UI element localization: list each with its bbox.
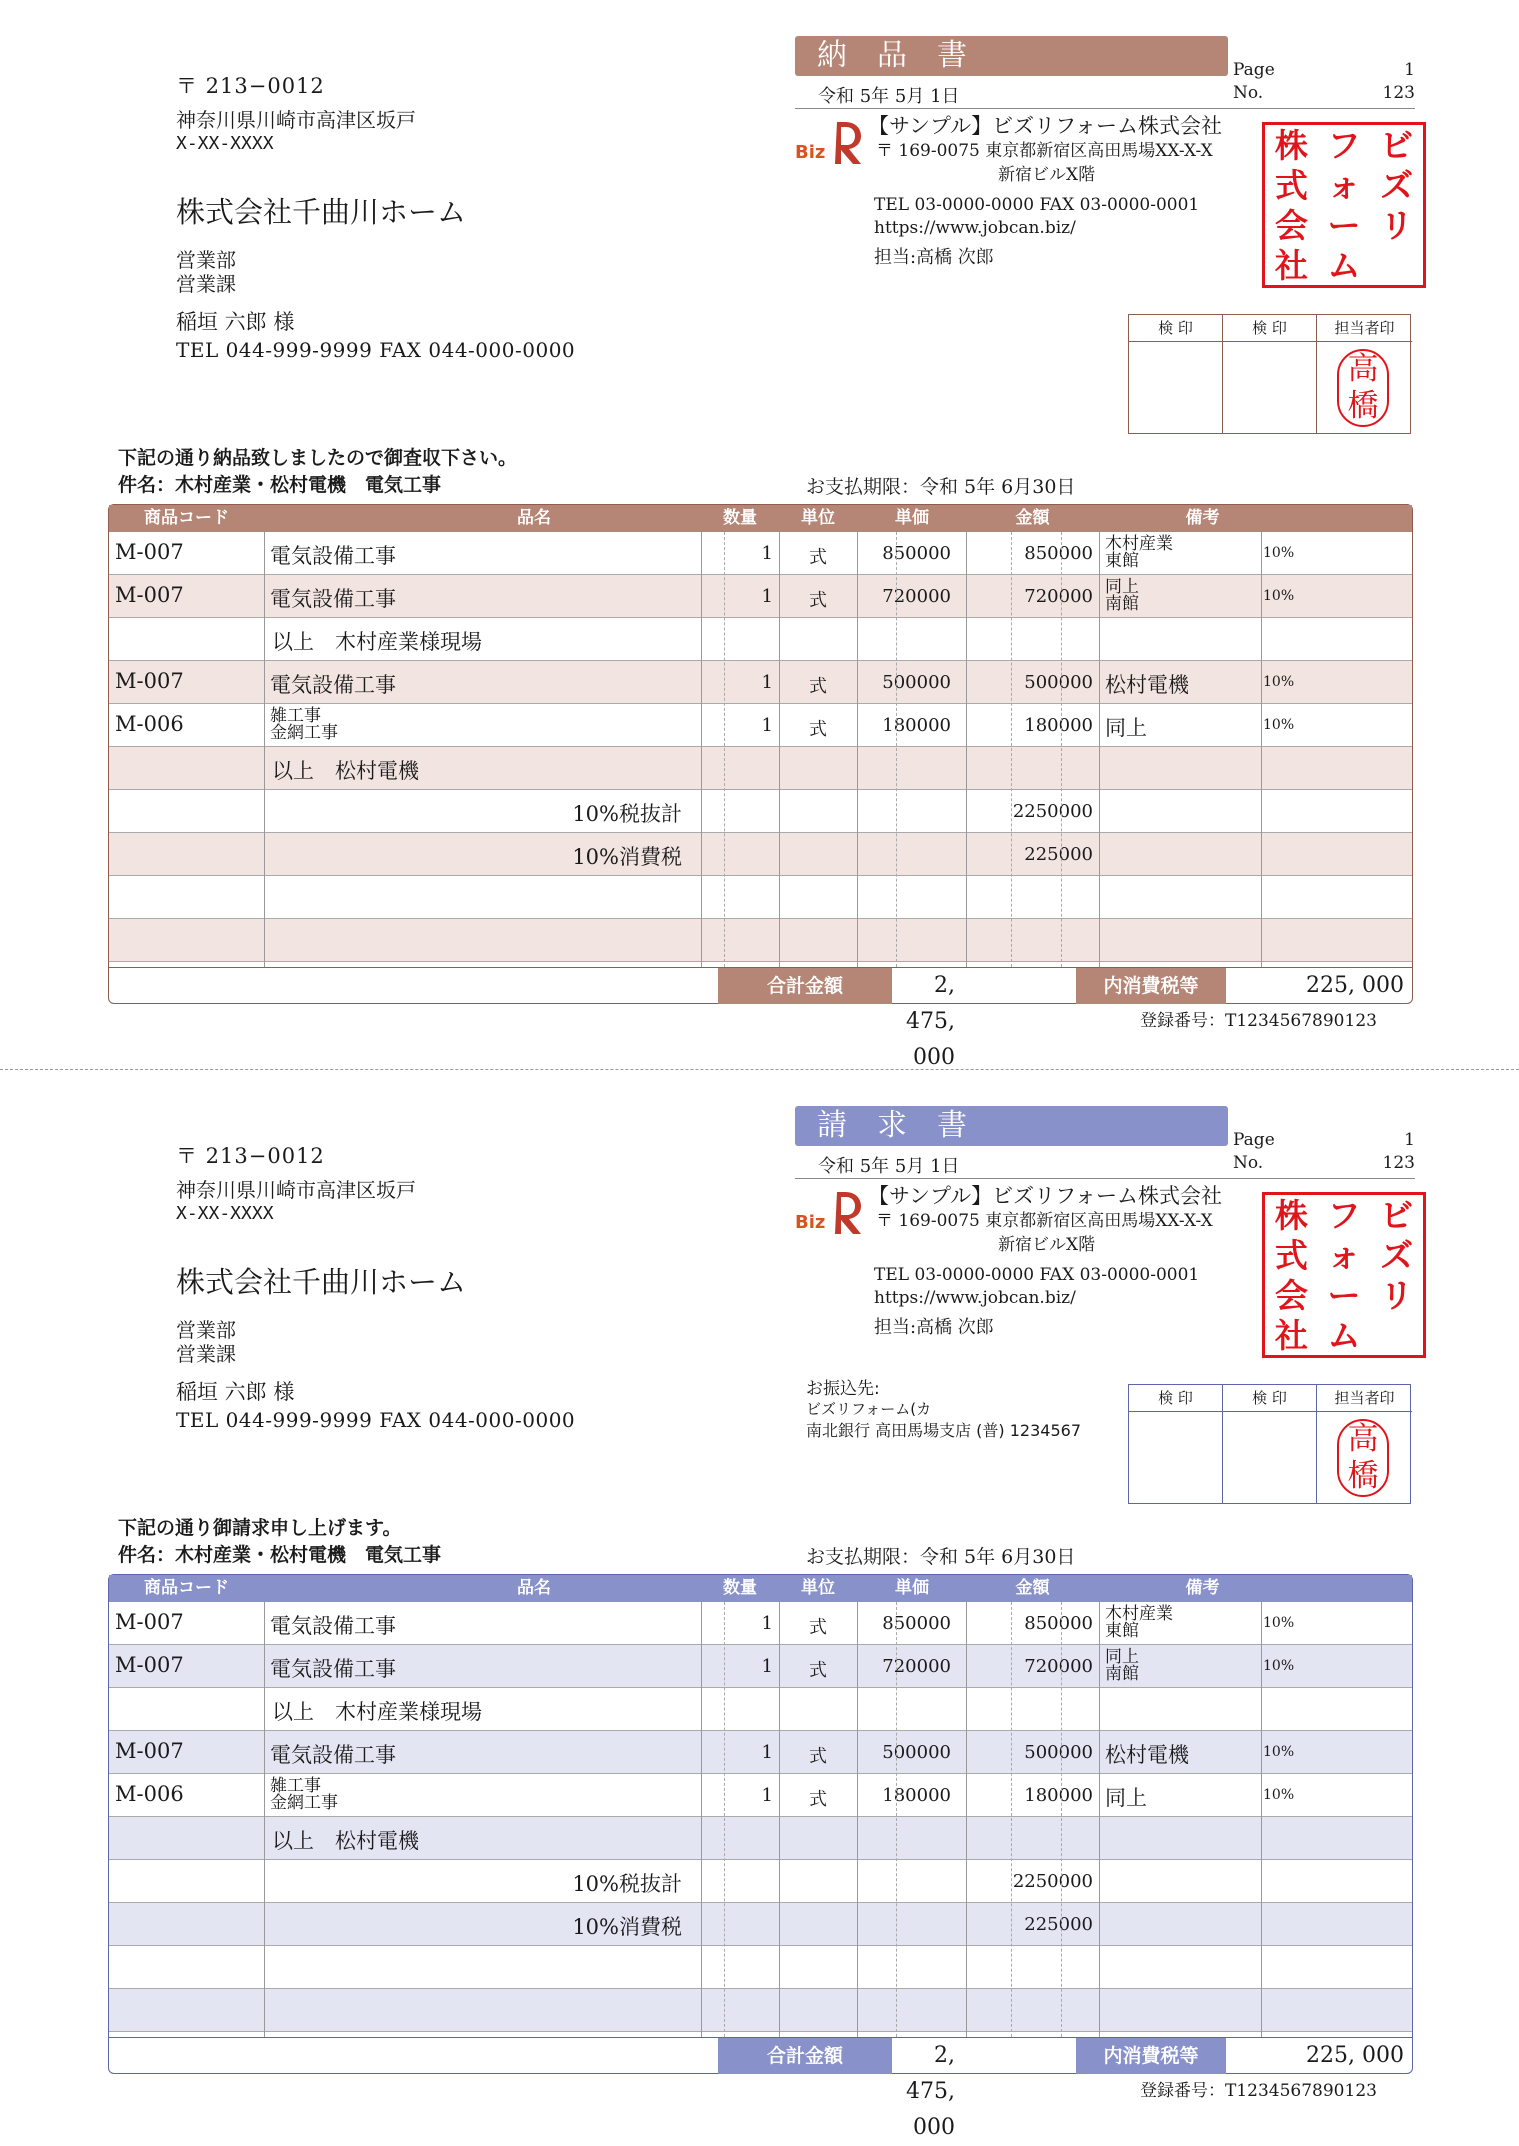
subject: 件名：木村産業・松村電機 電気工事 [118, 474, 442, 496]
cell-name: 10%消費税 [572, 1915, 682, 1939]
column-divider [966, 1602, 967, 2037]
table-row [109, 1774, 1412, 1817]
page-number: 1 [1404, 60, 1415, 80]
document-title: 納品書 [795, 36, 1228, 76]
cell-qty: 1 [761, 1785, 773, 1806]
invoice [0, 1070, 1519, 2140]
issuer-tel-fax: TEL 03-0000-0000 FAX 03-0000-0001 [874, 195, 1200, 215]
table-row [109, 532, 1412, 575]
seal-header: 担当者印 [1317, 1385, 1412, 1412]
table-row [109, 1688, 1412, 1731]
issuer-address-line2: 新宿ビルX階 [998, 165, 1096, 185]
recipient-company: 株式会社千曲川ホーム [176, 195, 467, 229]
cell-name: 電気設備工事 [270, 1743, 396, 1767]
column-divider [1061, 1602, 1062, 2037]
cell-amount: 850000 [1024, 1613, 1093, 1634]
issuer-tel-fax: TEL 03-0000-0000 FAX 03-0000-0001 [874, 1265, 1200, 1285]
column-header: 単位 [801, 1578, 835, 1598]
issuer-address: 〒 169-0075 東京都新宿区高田馬場XX-X-X [876, 1211, 1213, 1231]
column-header: 金額 [1015, 1578, 1050, 1598]
table-row [109, 1645, 1412, 1688]
cell-amount: 225000 [1024, 1914, 1093, 1935]
cell-amount: 720000 [1024, 1656, 1093, 1677]
cell-name: 電気設備工事 [270, 1657, 396, 1681]
total-label: 合計金額 [718, 2038, 892, 2074]
seal-column-staff [1317, 315, 1412, 433]
cell-note: 松村電機 [1105, 673, 1189, 697]
recipient-address: 神奈川県川崎市高津区坂戸 [176, 108, 416, 132]
recipient-address-line2: X-XX-XXXX [176, 1203, 274, 1224]
column-header: 品名 [517, 1578, 551, 1598]
seal-char: ム [1327, 1315, 1361, 1355]
cell-tax: 10% [1263, 545, 1295, 561]
column-header: 商品コード [144, 508, 229, 528]
tax-included-label: 内消費税等 [1076, 2038, 1226, 2074]
table-row [109, 704, 1412, 747]
column-header: 金額 [1015, 508, 1050, 528]
bank-label: お振込先: [806, 1379, 880, 1399]
cell-qty: 1 [761, 543, 773, 564]
tax-included-amount: 225, 000 [1306, 973, 1404, 998]
seal-header: 検 印 [1129, 315, 1222, 342]
delivery-note [0, 0, 1519, 1070]
table-row [109, 919, 1412, 962]
seal-char: ー [1327, 205, 1361, 245]
column-divider [1261, 532, 1262, 967]
table-row [109, 790, 1412, 833]
seal-char: ォ [1327, 1235, 1361, 1275]
column-divider [1011, 532, 1012, 967]
column-header: 単価 [895, 1578, 929, 1598]
svg-text:Biz: Biz [795, 142, 826, 163]
column-divider [857, 532, 858, 967]
table-row [109, 618, 1412, 661]
tax-included-label: 内消費税等 [1076, 968, 1226, 1004]
column-divider [724, 532, 725, 967]
payment-due: お支払期限：令和 5年 6月30日 [806, 476, 1076, 498]
cell-unit: 式 [809, 547, 827, 568]
bizr-logo-icon [793, 1188, 865, 1238]
cell-unit: 式 [809, 1660, 827, 1681]
seal-char: ビ [1380, 1195, 1414, 1235]
cell-amount: 2250000 [1012, 801, 1093, 822]
cell-amount: 500000 [1024, 1742, 1093, 1763]
cell-tax: 10% [1263, 1615, 1295, 1631]
seal-header: 検 印 [1223, 1385, 1316, 1412]
approval-seal-box [1128, 314, 1411, 434]
seal-char: リ [1380, 205, 1414, 245]
seal-column-inspect-2 [1223, 315, 1317, 433]
issuer-name: 【サンプル】ビズリフォーム株式会社 [868, 1184, 1223, 1208]
issuer-address: 〒 169-0075 東京都新宿区高田馬場XX-X-X [876, 141, 1213, 161]
registration-number: 登録番号：T1234567890123 [1140, 2081, 1377, 2101]
seal-char: ズ [1380, 1235, 1414, 1275]
cell-tax: 10% [1263, 1658, 1295, 1674]
issue-date: 令和 5年 5月 1日 [818, 1156, 960, 1177]
hanko-char: 橋 [1347, 388, 1379, 424]
column-header: 商品コード [144, 1578, 229, 1598]
column-header: 数量 [723, 508, 757, 528]
column-header: 数量 [723, 1578, 757, 1598]
cell-amount: 2250000 [1012, 1871, 1093, 1892]
recipient-tel-fax: TEL 044-999-9999 FAX 044-000-0000 [176, 338, 576, 362]
column-divider [724, 1602, 725, 2037]
hanko-char: 高 [1347, 351, 1379, 387]
table-row [109, 833, 1412, 876]
cell-name: 10%税抜計 [572, 802, 682, 826]
cell-note: 木村産業 東館 [1105, 1604, 1173, 1641]
cell-note: 松村電機 [1105, 1743, 1189, 1767]
total-amount: 2, 475, 000 [906, 973, 955, 1070]
seal-char: フ [1327, 125, 1361, 165]
document-title: 請求書 [795, 1106, 1228, 1146]
issuer-address-line2: 新宿ビルX階 [998, 1235, 1096, 1255]
table-header [109, 1575, 1412, 1602]
column-divider [1099, 1602, 1100, 2037]
column-divider [264, 1602, 265, 2037]
company-seal-stamp [1262, 122, 1426, 288]
column-header: 単位 [801, 508, 835, 528]
issuer-url[interactable]: https://www.jobcan.biz/ [874, 1288, 1076, 1308]
cell-name: 以上 木村産業様現場 [272, 630, 482, 654]
cell-tax: 10% [1263, 674, 1295, 690]
company-seal-stamp [1262, 1192, 1426, 1358]
cell-unit: 式 [809, 719, 827, 740]
cell-unit: 式 [809, 590, 827, 611]
column-divider [857, 1602, 858, 2037]
table-header [109, 505, 1412, 532]
recipient-section: 営業課 [176, 272, 236, 296]
column-header: 備考 [1185, 508, 1220, 528]
cell-unit: 式 [809, 676, 827, 697]
cell-tax: 10% [1263, 588, 1295, 604]
subject: 件名：木村産業・松村電機 電気工事 [118, 1544, 442, 1566]
table-row [109, 575, 1412, 618]
seal-char: ビ [1380, 125, 1414, 165]
column-divider [1061, 532, 1062, 967]
table-row [109, 1860, 1412, 1903]
page-label: Page [1233, 1130, 1275, 1150]
seal-header: 検 印 [1129, 1385, 1222, 1412]
cell-qty: 1 [761, 586, 773, 607]
recipient-tel-fax: TEL 044-999-9999 FAX 044-000-0000 [176, 1408, 576, 1432]
table-row [109, 661, 1412, 704]
cell-name: 以上 松村電機 [272, 759, 419, 783]
recipient-zip: 〒 213−0012 [176, 74, 325, 98]
cell-amount: 500000 [1024, 672, 1093, 693]
seal-column-inspect-2 [1223, 1385, 1317, 1503]
table-row [109, 876, 1412, 919]
issuer-url[interactable]: https://www.jobcan.biz/ [874, 218, 1076, 238]
column-divider [264, 532, 265, 967]
cell-code: M-007 [115, 583, 184, 607]
cell-qty: 1 [761, 672, 773, 693]
cell-price: 720000 [882, 586, 951, 607]
table-row [109, 1946, 1412, 1989]
table-row [109, 1903, 1412, 1946]
registration-number: 登録番号：T1234567890123 [1140, 1011, 1377, 1031]
column-header: 単価 [895, 508, 929, 528]
seal-char: ー [1327, 1275, 1361, 1315]
seal-char: 会 [1274, 205, 1308, 245]
issuer-staff: 担当:高橋 次郎 [874, 247, 994, 268]
recipient-section: 営業課 [176, 1342, 236, 1366]
cell-code: M-007 [115, 1739, 184, 1763]
recipient-person: 稲垣 六郎 様 [176, 1380, 295, 1404]
column-header: 品名 [517, 508, 551, 528]
cell-note: 同上 [1105, 1786, 1147, 1810]
cell-name: 10%税抜計 [572, 1872, 682, 1896]
recipient-company: 株式会社千曲川ホーム [176, 1265, 467, 1299]
cell-code: M-007 [115, 669, 184, 693]
cell-price: 850000 [882, 1613, 951, 1634]
recipient-address: 神奈川県川崎市高津区坂戸 [176, 1178, 416, 1202]
table-row [109, 1731, 1412, 1774]
cell-price: 720000 [882, 1656, 951, 1677]
seal-char: 社 [1274, 1315, 1308, 1355]
hanko-char: 橋 [1347, 1458, 1379, 1494]
bank-account-detail: 南北銀行 高田馬場支店 (普) 1234567 [806, 1421, 1082, 1440]
cell-code: M-007 [115, 540, 184, 564]
cell-name: 雑工事 金網工事 [270, 706, 338, 743]
cell-tax: 10% [1263, 717, 1295, 733]
cell-note: 同上 南館 [1105, 1647, 1139, 1684]
cell-tax: 10% [1263, 1787, 1295, 1803]
seal-char: ォ [1327, 165, 1361, 205]
cell-note: 木村産業 東館 [1105, 534, 1173, 571]
seal-char: 式 [1274, 165, 1308, 205]
cell-amount: 720000 [1024, 586, 1093, 607]
cell-amount: 180000 [1024, 715, 1093, 736]
cell-price: 180000 [882, 1785, 951, 1806]
cell-price: 850000 [882, 543, 951, 564]
cell-name: 電気設備工事 [270, 544, 396, 568]
doc-number-label: No. [1233, 83, 1264, 103]
doc-number: 123 [1382, 83, 1415, 103]
cell-name: 以上 松村電機 [272, 1829, 419, 1853]
table-row [109, 1989, 1412, 2032]
bank-account-name: ビズリフォーム(カ [806, 1400, 932, 1418]
cell-code: M-006 [115, 712, 184, 736]
bizr-logo-icon [793, 118, 865, 168]
tax-included-amount: 225, 000 [1306, 2043, 1404, 2068]
table-row [109, 1602, 1412, 1645]
seal-char: ズ [1380, 165, 1414, 205]
seal-char: 社 [1274, 245, 1308, 285]
cell-code: M-007 [115, 1653, 184, 1677]
seal-column-staff [1317, 1385, 1412, 1503]
approval-seal-box [1128, 1384, 1411, 1504]
intro-text: 下記の通り御請求申し上げます。 [118, 1517, 402, 1539]
recipient-department: 営業部 [176, 1318, 236, 1342]
page-number: 1 [1404, 1130, 1415, 1150]
cell-note: 同上 [1105, 716, 1147, 740]
cell-price: 500000 [882, 672, 951, 693]
cell-amount: 180000 [1024, 1785, 1093, 1806]
cell-qty: 1 [761, 715, 773, 736]
column-divider [1261, 1602, 1262, 2037]
total-amount: 2, 475, 000 [906, 2043, 955, 2140]
cell-unit: 式 [809, 1746, 827, 1767]
column-divider [896, 532, 897, 967]
cell-unit: 式 [809, 1617, 827, 1638]
seal-header: 担当者印 [1317, 315, 1412, 342]
seal-char: ム [1327, 245, 1361, 285]
cell-name: 電気設備工事 [270, 587, 396, 611]
column-header: 備考 [1185, 1578, 1220, 1598]
total-label: 合計金額 [718, 968, 892, 1004]
table-row [109, 1817, 1412, 1860]
seal-char: リ [1380, 1275, 1414, 1315]
cell-amount: 850000 [1024, 543, 1093, 564]
intro-text: 下記の通り納品致しましたので御査収下さい。 [118, 447, 518, 469]
doc-number-label: No. [1233, 1153, 1264, 1173]
cell-name: 以上 木村産業様現場 [272, 1700, 482, 1724]
cell-note: 同上 南館 [1105, 577, 1139, 614]
seal-char: 式 [1274, 1235, 1308, 1275]
cell-price: 180000 [882, 715, 951, 736]
column-divider [1011, 1602, 1012, 2037]
column-divider [701, 1602, 702, 2037]
cell-unit: 式 [809, 1789, 827, 1810]
page-label: Page [1233, 60, 1275, 80]
issue-date: 令和 5年 5月 1日 [818, 86, 960, 107]
issuer-staff: 担当:高橋 次郎 [874, 1317, 994, 1338]
cell-code: M-006 [115, 1782, 184, 1806]
column-divider [896, 1602, 897, 2037]
recipient-zip: 〒 213−0012 [176, 1144, 325, 1168]
cell-qty: 1 [761, 1742, 773, 1763]
table-row [109, 747, 1412, 790]
recipient-department: 営業部 [176, 248, 236, 272]
column-divider [779, 532, 780, 967]
doc-number: 123 [1382, 1153, 1415, 1173]
cell-qty: 1 [761, 1613, 773, 1634]
seal-column-inspect-1 [1129, 1385, 1223, 1503]
cell-tax: 10% [1263, 1744, 1295, 1760]
recipient-person: 稲垣 六郎 様 [176, 310, 295, 334]
cell-name: 電気設備工事 [270, 1614, 396, 1638]
column-divider [701, 532, 702, 967]
cell-amount: 225000 [1024, 844, 1093, 865]
recipient-address-line2: X-XX-XXXX [176, 133, 274, 154]
cell-code: M-007 [115, 1610, 184, 1634]
seal-char: 会 [1274, 1275, 1308, 1315]
seal-char: フ [1327, 1195, 1361, 1235]
cell-name: 電気設備工事 [270, 673, 396, 697]
hanko-char: 高 [1347, 1421, 1379, 1457]
column-divider [779, 1602, 780, 2037]
column-divider [1099, 532, 1100, 967]
staff-hanko-stamp [1337, 1419, 1389, 1497]
seal-column-inspect-1 [1129, 315, 1223, 433]
issuer-name: 【サンプル】ビズリフォーム株式会社 [868, 114, 1223, 138]
seal-header: 検 印 [1223, 315, 1316, 342]
cell-qty: 1 [761, 1656, 773, 1677]
column-divider [966, 532, 967, 967]
cell-name: 雑工事 金網工事 [270, 1776, 338, 1813]
seal-char: 株 [1274, 1195, 1308, 1235]
staff-hanko-stamp [1337, 349, 1389, 427]
payment-due: お支払期限：令和 5年 6月30日 [806, 1546, 1076, 1568]
seal-char: 株 [1274, 125, 1308, 165]
cell-price: 500000 [882, 1742, 951, 1763]
cell-name: 10%消費税 [572, 845, 682, 869]
svg-text:Biz: Biz [795, 1212, 826, 1233]
